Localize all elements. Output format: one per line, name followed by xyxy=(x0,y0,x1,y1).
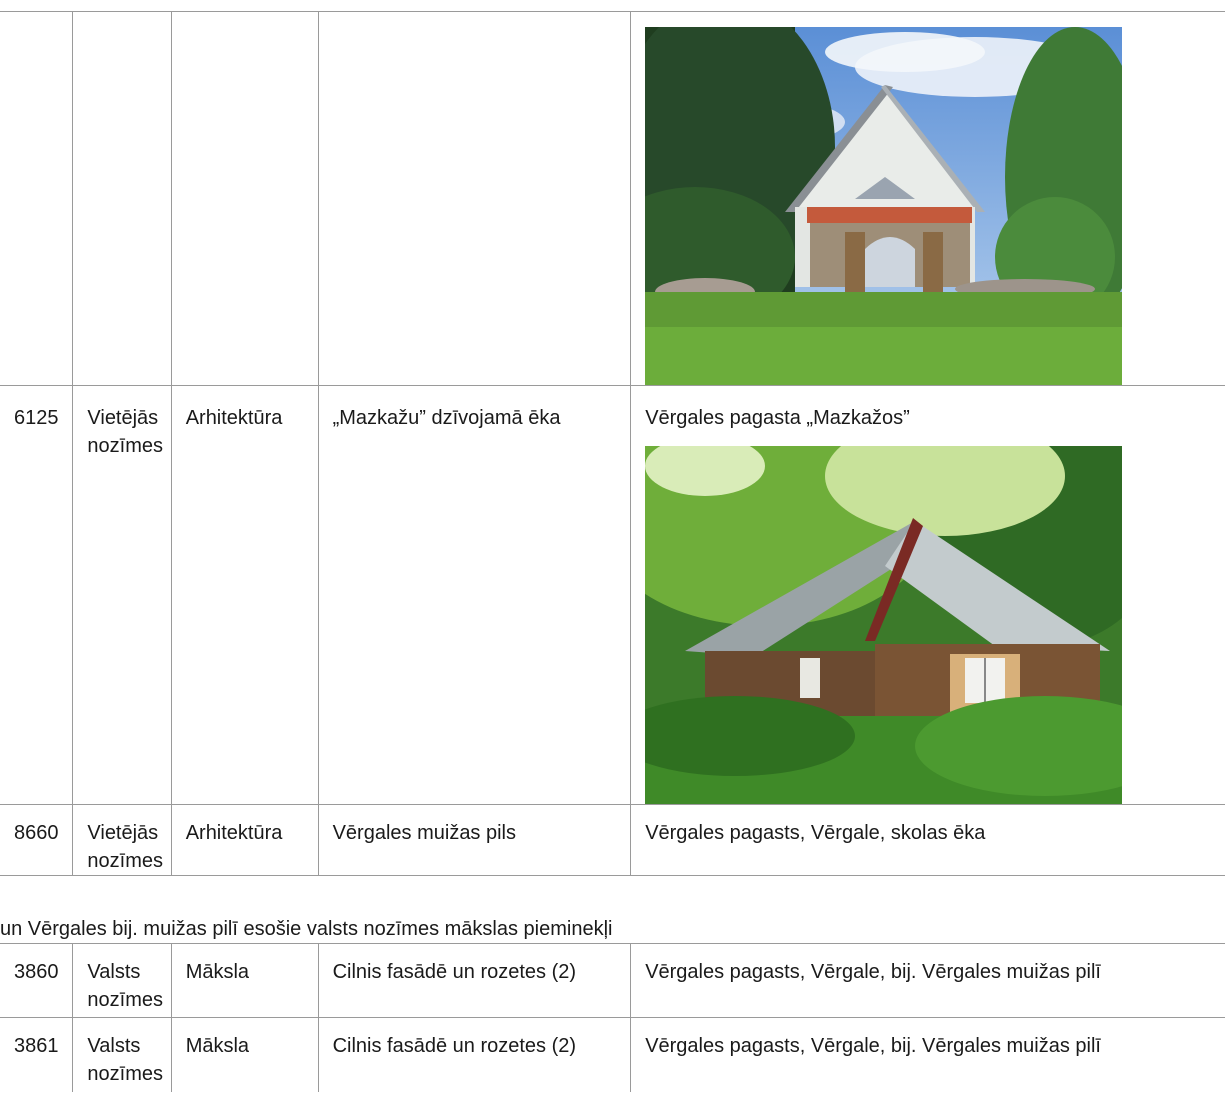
cell-significance xyxy=(73,12,171,386)
table-row xyxy=(0,12,1225,386)
monuments-table-bottom xyxy=(0,943,1225,1092)
cell-significance: Vietējās nozīmes xyxy=(73,805,171,876)
cell-nr: 3860 xyxy=(0,944,73,1018)
cell-type: Māksla xyxy=(171,1018,318,1092)
cell-nr xyxy=(0,12,73,386)
location-text: Vērgales pagasta „Mazkažos” xyxy=(645,407,910,429)
cell-nr: 3861 xyxy=(0,1018,73,1092)
cell-significance: Valsts nozīmes xyxy=(73,944,171,1018)
cell-location xyxy=(631,386,1225,805)
cell-significance: Valsts nozīmes xyxy=(73,1018,171,1092)
cell-location: Vērgales pagasts, Vērgale, bij. Vērgales muižas pilī xyxy=(631,944,1225,1018)
cell-type: Arhitektūra xyxy=(171,386,318,805)
cell-name: Cilnis fasādē un rozetes (2) xyxy=(318,944,631,1018)
cell-type: Arhitektūra xyxy=(171,805,318,876)
section-caption: un Vērgales bij. muižas pilī esošie valsts nozīmes mākslas pieminekļi xyxy=(0,918,613,940)
cell-nr: 6125 xyxy=(0,386,73,805)
cell-type: Māksla xyxy=(171,944,318,1018)
table-row xyxy=(0,805,1225,876)
cell-location: Vērgales pagasts, Vērgale, bij. Vērgales muižas pilī xyxy=(631,1018,1225,1092)
cell-type xyxy=(171,12,318,386)
table-row xyxy=(0,386,1225,805)
cell-significance: Vietējās nozīmes xyxy=(73,386,171,805)
monuments-table-top xyxy=(0,11,1225,876)
farmhouse-photo xyxy=(645,446,1122,804)
cell-name: Cilnis fasādē un rozetes (2) xyxy=(318,1018,631,1092)
table-row xyxy=(0,944,1225,1018)
cell-name xyxy=(318,12,631,386)
cell-location xyxy=(631,12,1225,386)
table-row xyxy=(0,1018,1225,1092)
cell-location: Vērgales pagasts, Vērgale, skolas ēka xyxy=(631,805,1225,876)
cell-name: „Mazkažu” dzīvojamā ēka xyxy=(318,386,631,805)
barn-gate-photo xyxy=(645,27,1122,385)
cell-nr: 8660 xyxy=(0,805,73,876)
cell-name: Vērgales muižas pils xyxy=(318,805,631,876)
